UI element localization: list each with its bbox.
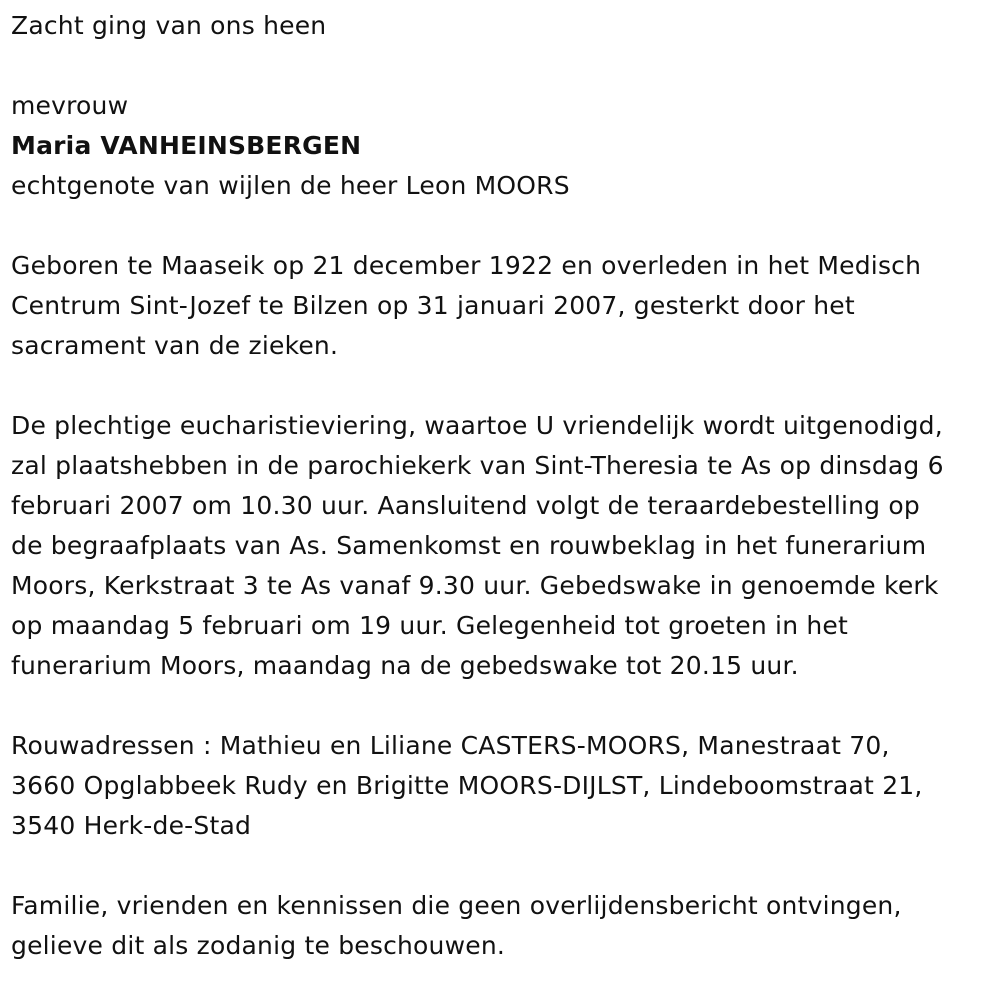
closing-paragraph	[11, 886, 1000, 966]
paragraph-line: 3660 Opglabbeek Rudy en Brigitte MOORS-DIJLST, Lindeboomstraat 21,	[11, 771, 923, 800]
paragraph-line: Moors, Kerkstraat 3 te As vanaf 9.30 uur. Gebedswake in genoemde kerk	[11, 571, 939, 600]
spacer	[11, 46, 1000, 86]
intro-line: Zacht ging van ons heen	[11, 11, 327, 40]
paragraph-line: Rouwadressen : Mathieu en Liliane CASTERS-MOORS, Manestraat 70,	[11, 731, 890, 760]
addresses-paragraph	[11, 726, 1000, 846]
relation-line: echtgenote van wijlen de heer Leon MOORS	[11, 171, 570, 200]
spacer	[11, 846, 1000, 886]
paragraph-line: De plechtige eucharistieviering, waartoe U vriendelijk wordt uitgenodigd,	[11, 411, 943, 440]
paragraph-line: sacrament van de zieken.	[11, 331, 339, 360]
paragraph-line: Centrum Sint-Jozef te Bilzen op 31 januari 2007, gesterkt door het	[11, 291, 855, 320]
paragraph-line: zal plaatshebben in de parochiekerk van Sint-Theresia te As op dinsdag 6	[11, 451, 944, 480]
paragraph-line: februari 2007 om 10.30 uur. Aansluitend volgt de teraardebestelling op	[11, 491, 920, 520]
paragraph-line: gelieve dit als zodanig te beschouwen.	[11, 931, 506, 960]
ceremony-paragraph	[11, 406, 1000, 686]
paragraph-line: 3540 Herk-de-Stad	[11, 811, 252, 840]
paragraph-line: op maandag 5 februari om 19 uur. Gelegenheid tot groeten in het	[11, 611, 849, 640]
spacer	[11, 206, 1000, 246]
spacer	[11, 686, 1000, 726]
title-label: mevrouw	[11, 91, 129, 120]
paragraph-line: Familie, vrienden en kennissen die geen overlijdensbericht ontvingen,	[11, 891, 902, 920]
birth-death-paragraph	[11, 246, 1000, 366]
paragraph-line: funerarium Moors, maandag na de gebedswake tot 20.15 uur.	[11, 651, 799, 680]
paragraph-line: de begraafplaats van As. Samenkomst en rouwbeklag in het funerarium	[11, 531, 927, 560]
deceased-name: Maria VANHEINSBERGEN	[11, 131, 362, 160]
spacer	[11, 366, 1000, 406]
paragraph-line: Geboren te Maaseik op 21 december 1922 en overleden in het Medisch	[11, 251, 922, 280]
